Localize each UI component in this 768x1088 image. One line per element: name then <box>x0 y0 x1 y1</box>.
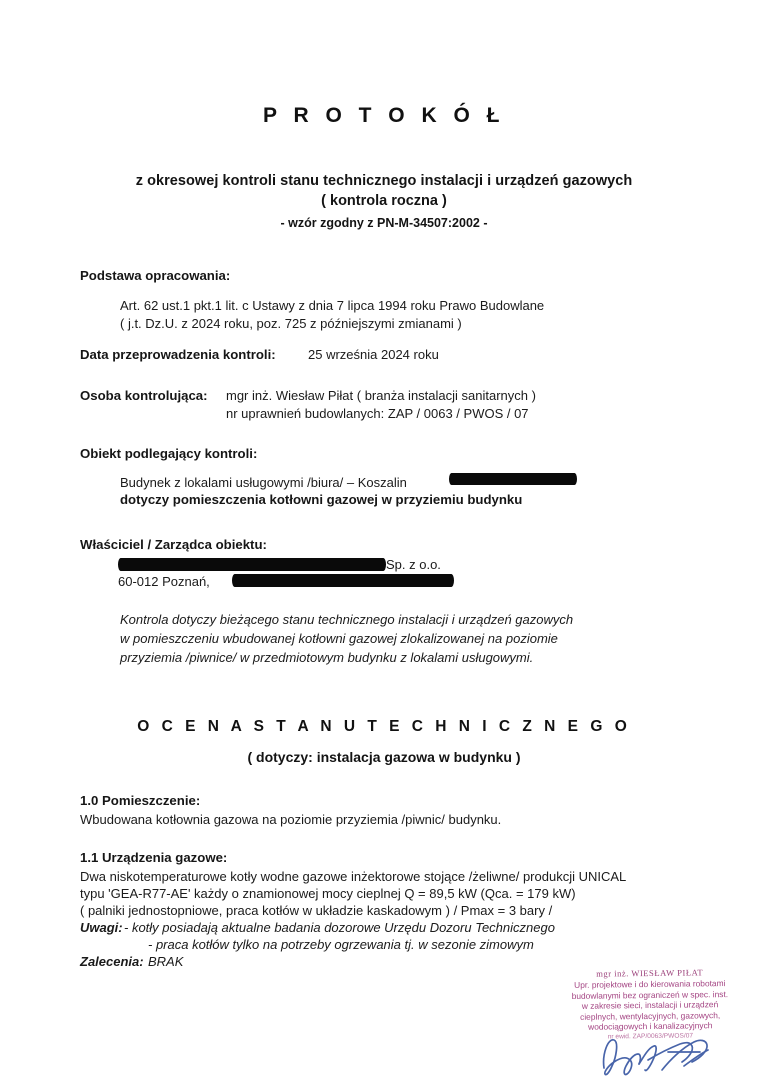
stamp-line-2: budowlanymi bez ograniczeń w spec. inst. <box>571 988 729 1001</box>
document-subtitle-line-1: z okresowej kontroli stanu technicznego instalacji i urządzeń gazowych <box>135 173 633 189</box>
object-line-2: dotyczy pomieszczenia kotłowni gazowej w przyziemiu budynku <box>120 492 523 507</box>
assessment-subheading: ( dotyczy: instalacja gazowa w budynku ) <box>247 749 521 765</box>
section-1-1-line-1: Dwa niskotemperaturowe kotły wodne gazowe inżektorowe stojące /żeliwne/ produkcji UNICAL <box>80 869 627 884</box>
inspection-date-value: 25 września 2024 roku <box>308 347 439 362</box>
owner-city-line: 60-012 Poznań, <box>118 574 210 589</box>
document-subtitle-line-2: ( kontrola roczna ) <box>321 193 447 209</box>
section-1-0-heading: 1.0 Pomieszczenie: <box>80 793 201 808</box>
owner-company-suffix: Sp. z o.o. <box>386 557 441 572</box>
basis-line-2: ( j.t. Dz.U. z 2024 roku, poz. 725 z późniejszymi zmianami ) <box>120 316 462 331</box>
remarks-label: Uwagi: <box>80 920 123 935</box>
scope-note-line-3: przyziemia /piwnice/ w przedmiotowym budynku z lokalami usługowymi. <box>120 650 534 665</box>
redaction-bar-owner-address <box>232 574 454 587</box>
section-1-1-line-3: ( palniki jednostopniowe, praca kotłów w układzie kaskadowym ) / Pmax = 3 bary / <box>80 903 553 918</box>
remarks-line-2: - praca kotłów tylko na potrzeby ogrzewania tj. w sezonie zimowym <box>148 937 534 952</box>
assessment-heading: O C E N A S T A N U T E C H N I C Z N E G O <box>137 718 631 735</box>
basis-label: Podstawa opracowania: <box>80 268 231 283</box>
object-line-1: Budynek z lokalami usługowymi /biura/ – Koszalin <box>120 475 407 490</box>
stamp-line-4: cieplnych, wentylacyjnych, gazowych, <box>580 1009 721 1022</box>
page-title: P R O T O K Ó Ł <box>263 104 505 127</box>
owner-label: Właściciel / Zarządca obiektu: <box>80 537 267 552</box>
redaction-bar-owner-name <box>118 558 386 571</box>
remarks-line-1: - kotły posiadają aktualne badania dozorowe Urzędu Dozoru Technicznego <box>124 920 555 935</box>
section-1-0-body: Wbudowana kotłownia gazowa na poziomie przyziemia /piwnic/ budynku. <box>80 812 502 827</box>
inspector-label: Osoba kontrolująca: <box>80 388 208 403</box>
section-1-1-heading: 1.1 Urządzenia gazowe: <box>80 850 228 865</box>
section-1-1-line-2: typu 'GEA-R77-AE' każdy o znamionowej mocy cieplnej Q = 89,5 kW (Qca. = 179 kW) <box>80 886 576 901</box>
recommendations-value: BRAK <box>148 954 184 969</box>
stamp-line-5: wodociągowych i kanalizacyjnych <box>588 1020 713 1033</box>
inspector-name: mgr inż. Wiesław Piłat ( branża instalacji sanitarnych ) <box>226 388 536 403</box>
scope-note-line-2: w pomieszczeniu wbudowanej kotłowni gazowej zlokalizowanej na poziomie <box>120 631 558 646</box>
stamp-registration-number: nr ewid. ZAP/0063/PWOS/07 <box>607 1032 694 1041</box>
inspection-date-label: Data przeprowadzenia kontroli: <box>80 347 276 362</box>
inspector-stamp <box>548 967 753 1041</box>
recommendations-label: Zalecenia: <box>80 954 144 969</box>
redaction-bar-object-address <box>449 473 577 485</box>
stamp-line-3: w zakresie sieci, instalacji i urządzeń <box>581 999 719 1012</box>
object-label: Obiekt podlegający kontroli: <box>80 446 258 461</box>
basis-line-1: Art. 62 ust.1 pkt.1 lit. c Ustawy z dnia 7 lipca 1994 roku Prawo Budowlane <box>120 298 545 313</box>
stamp-name: mgr inż. WIESŁAW PIŁAT <box>596 967 704 979</box>
standard-reference-note: - wzór zgodny z PN-M-34507:2002 - <box>280 216 488 230</box>
stamp-line-1: Upr. projektowe i do kierowania robotami <box>574 978 726 990</box>
inspector-license: nr uprawnień budowlanych: ZAP / 0063 / PWOS / 07 <box>226 406 529 421</box>
scope-note-line-1: Kontrola dotyczy bieżącego stanu technicznego instalacji i urządzeń gazowych <box>120 612 574 627</box>
